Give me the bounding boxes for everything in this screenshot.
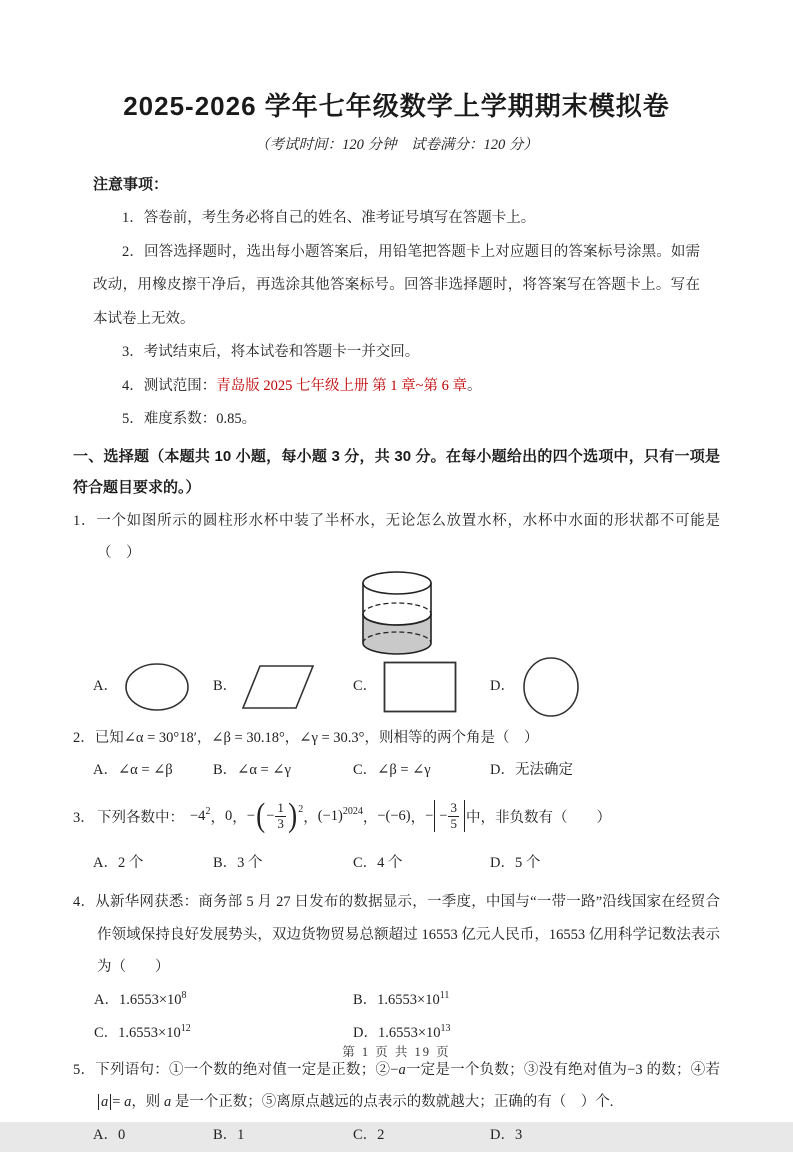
q5-abs-a: a bbox=[98, 1094, 111, 1110]
question-1-stem bbox=[73, 505, 720, 570]
notice-item-4-period: 。 bbox=[466, 377, 482, 394]
q4-option-b-label: B． bbox=[353, 991, 378, 1008]
q4-option-b bbox=[353, 984, 720, 1017]
question-5-stem bbox=[73, 1054, 720, 1119]
q3-option-a-text: 2 个 bbox=[117, 855, 144, 871]
notice-item-3: 3．考试结束后，将本试卷和答题卡一并交回。 bbox=[122, 344, 420, 360]
q1-option-d bbox=[490, 656, 720, 718]
q2-option-d bbox=[490, 754, 720, 787]
q5-option-a-text: 0 bbox=[117, 1126, 126, 1143]
q3-expr-neg-frac-sq: − ( − $\frac{1}{3}$ ) 2 bbox=[246, 796, 304, 834]
q3-option-d-label: D． bbox=[490, 855, 515, 871]
page-title: 2025-2026 学年七年级数学上学期期末模拟卷 bbox=[123, 91, 670, 121]
exam-info: （考试时间：120 分钟 试卷满分：120 分） bbox=[255, 137, 538, 153]
q5-option-b-label: B． bbox=[213, 1126, 238, 1143]
q2-option-d-text: 无法确定 bbox=[514, 762, 573, 778]
q3-comma-2: ， bbox=[232, 809, 247, 826]
question-2-options bbox=[73, 754, 720, 787]
notice-item-4 bbox=[93, 370, 700, 404]
q5-text-5: 是一个正数；⑤离原点越远的点表示的数就越大；正确的有（ ）个. bbox=[171, 1094, 614, 1110]
question-3-number: 3． bbox=[73, 809, 95, 826]
q2-option-c bbox=[353, 754, 490, 787]
q1-option-d-label: D． bbox=[490, 678, 515, 694]
q3-option-b-label: B． bbox=[213, 855, 238, 871]
question-3-stem bbox=[73, 791, 720, 841]
test-scope-text: 青岛版 2025 七年级上册 第 1 章~第 6 章 bbox=[216, 377, 467, 394]
q3-option-d-text: 5 个 bbox=[514, 855, 541, 871]
q4-option-a-base: 1.6553×10 bbox=[118, 991, 182, 1008]
q2-text-1: 已知 bbox=[94, 729, 124, 746]
question-2-number: 2． bbox=[73, 729, 95, 746]
cylinder-cup-icon bbox=[359, 570, 435, 656]
q2-math-gamma: ∠γ = 30.3° bbox=[299, 729, 365, 746]
q2-option-b-text: ∠α = ∠γ bbox=[237, 762, 291, 778]
q2-option-a bbox=[93, 754, 213, 787]
q5-option-a bbox=[93, 1119, 213, 1152]
circle-shape-icon bbox=[521, 656, 581, 718]
notice-item-1: 1．答卷前，考生务必将自己的姓名、准考证号填写在答题卡上。 bbox=[122, 210, 536, 226]
q3-option-d bbox=[490, 847, 720, 880]
q4-option-b-base: 1.6553×10 bbox=[377, 991, 440, 1008]
q2-option-a-text: ∠α = ∠β bbox=[117, 762, 173, 778]
q2-text-2: ，则相等的两个角是（ ） bbox=[364, 729, 539, 746]
notice-item-5: 5．难度系数：0.85。 bbox=[122, 411, 257, 427]
q5-var-a-1: a bbox=[398, 1061, 406, 1078]
q5-option-d-label: D． bbox=[490, 1126, 515, 1143]
q3-comma-5: ， bbox=[410, 809, 426, 826]
q3-expr-neg-neg6: −(−6) bbox=[377, 807, 411, 824]
q3-expr-neg1-pow: $(-1)^{2024}$ bbox=[317, 805, 363, 824]
question-4-text: 从新华网获悉：商务部 5 月 27 日发布的数据显示，一季度，中国与“一带一路”沿线国家在经贸合作领域保持良好发展势头，双边货物贸易总额超过 16553 亿元人民币，16553 亿用科学记数法表示为（ ） bbox=[95, 894, 720, 975]
q5-option-d bbox=[490, 1119, 720, 1152]
q3-comma-4: ， bbox=[362, 809, 378, 826]
q3-option-c-label: C． bbox=[353, 855, 378, 871]
q4-option-d-exp: 13 bbox=[440, 1022, 451, 1034]
q5-option-b bbox=[213, 1119, 353, 1152]
q5-var-a-2: a bbox=[124, 1094, 132, 1110]
page-footer: 第 1 页 共 19 页 bbox=[342, 1045, 451, 1059]
question-1-text: 一个如图所示的圆柱形水杯中装了半杯水，无论怎么放置水杯，水杯中水面的形状都不可能是（ ） bbox=[96, 512, 721, 561]
q2-math-alpha: ∠α = 30°18′ bbox=[123, 729, 197, 746]
q4-option-c-label: C． bbox=[94, 1024, 119, 1041]
q1-option-a-label: A． bbox=[93, 678, 118, 694]
q2-option-c-label: C． bbox=[353, 762, 378, 778]
q4-option-a bbox=[94, 984, 353, 1017]
q3-expr-neg4sq: $-4^2$ bbox=[190, 805, 211, 824]
notice-item-4-label: 4．测试范围： bbox=[122, 377, 217, 394]
rectangle-shape-icon bbox=[383, 661, 457, 713]
q1-option-c bbox=[353, 661, 490, 713]
question-4-stem bbox=[73, 886, 720, 984]
q1-option-c-label: C． bbox=[353, 678, 378, 694]
q2-option-c-text: ∠β = ∠γ bbox=[377, 762, 431, 778]
q5-option-d-text: 3 bbox=[514, 1126, 523, 1143]
q4-option-a-exp: 8 bbox=[181, 989, 187, 1001]
q3-expr-neg-abs-frac: − − $\frac{3}{5}$ bbox=[425, 800, 466, 833]
q4-option-c-base: 1.6553×10 bbox=[118, 1024, 181, 1041]
q3-comma-3: ， bbox=[303, 809, 318, 826]
q4-option-c-exp: 12 bbox=[180, 1022, 191, 1034]
question-1-number: 1． bbox=[73, 512, 97, 529]
q5-option-a-label: A． bbox=[93, 1126, 118, 1143]
q4-option-d-base: 1.6553×10 bbox=[377, 1024, 441, 1041]
question-3-options bbox=[73, 847, 720, 880]
q4-option-d-label: D． bbox=[353, 1024, 378, 1041]
q3-prefix: 下列各数中： bbox=[97, 809, 184, 826]
q1-option-a bbox=[93, 662, 213, 712]
question-5-options bbox=[73, 1119, 720, 1152]
q2-comma-1: ， bbox=[196, 729, 212, 746]
q2-option-b bbox=[213, 754, 353, 787]
q1-option-b bbox=[213, 664, 353, 710]
cylinder-figure bbox=[73, 570, 720, 658]
q3-option-c bbox=[353, 847, 490, 880]
ellipse-shape-icon bbox=[124, 662, 190, 712]
q5-option-c-text: 2 bbox=[377, 1126, 385, 1143]
question-5-number: 5． bbox=[73, 1061, 96, 1078]
q5-var-a-3: a bbox=[163, 1094, 172, 1110]
q5-option-c-label: C． bbox=[353, 1126, 378, 1143]
question-1-options bbox=[73, 658, 720, 716]
notice-heading: 注意事项： bbox=[93, 176, 169, 193]
q2-comma-2: ， bbox=[284, 729, 300, 746]
q2-math-beta: ∠β = 30.18° bbox=[211, 729, 285, 746]
q2-option-a-label: A． bbox=[93, 762, 118, 778]
parallelogram-shape-icon bbox=[243, 664, 315, 710]
question-4-number: 4． bbox=[73, 894, 96, 910]
question-2-stem bbox=[73, 722, 720, 755]
q3-option-b bbox=[213, 847, 353, 880]
q5-text-4: ，则 bbox=[131, 1094, 164, 1110]
q5-text-1: 下列语句：①一个数的绝对值一定是正数；②− bbox=[95, 1061, 399, 1078]
q5-option-b-text: 1 bbox=[237, 1126, 245, 1143]
q3-suffix: 中，非负数有（ ） bbox=[465, 809, 611, 826]
q3-comma-1: ， bbox=[210, 809, 225, 826]
q3-option-b-text: 3 个 bbox=[237, 855, 263, 871]
q5-text-2: 一定是一个负数；③没有绝对值为−3 的数；④若 bbox=[405, 1061, 720, 1078]
section-heading: 一、选择题（本题共 10 小题，每小题 3 分，共 30 分。在每小题给出的四个选项中，只有一项是符合题目要求的。） bbox=[73, 447, 720, 496]
q2-option-b-label: B． bbox=[213, 762, 238, 778]
q4-option-a-label: A． bbox=[94, 991, 119, 1008]
notice-section bbox=[93, 168, 700, 437]
q3-option-a bbox=[93, 847, 213, 880]
q3-expr-zero: 0 bbox=[224, 807, 233, 824]
q5-text-3: = bbox=[112, 1094, 125, 1110]
q5-option-c bbox=[353, 1119, 490, 1152]
q4-option-b-exp: 11 bbox=[439, 989, 450, 1001]
q3-option-c-text: 4 个 bbox=[377, 855, 403, 871]
question-4-options-row-1 bbox=[73, 984, 720, 1017]
notice-item-2: 2．回答选择题时，选出每小题答案后，用铅笔把答题卡上对应题目的答案标号涂黑。如需改动，用橡皮擦干净后，再选涂其他答案标号。回答非选择题时，将答案写在答题卡上。写在本试卷上无效。 bbox=[93, 243, 700, 327]
q3-option-a-label: A． bbox=[93, 855, 118, 871]
q1-option-b-label: B． bbox=[213, 678, 238, 694]
q2-option-d-label: D． bbox=[490, 762, 515, 778]
